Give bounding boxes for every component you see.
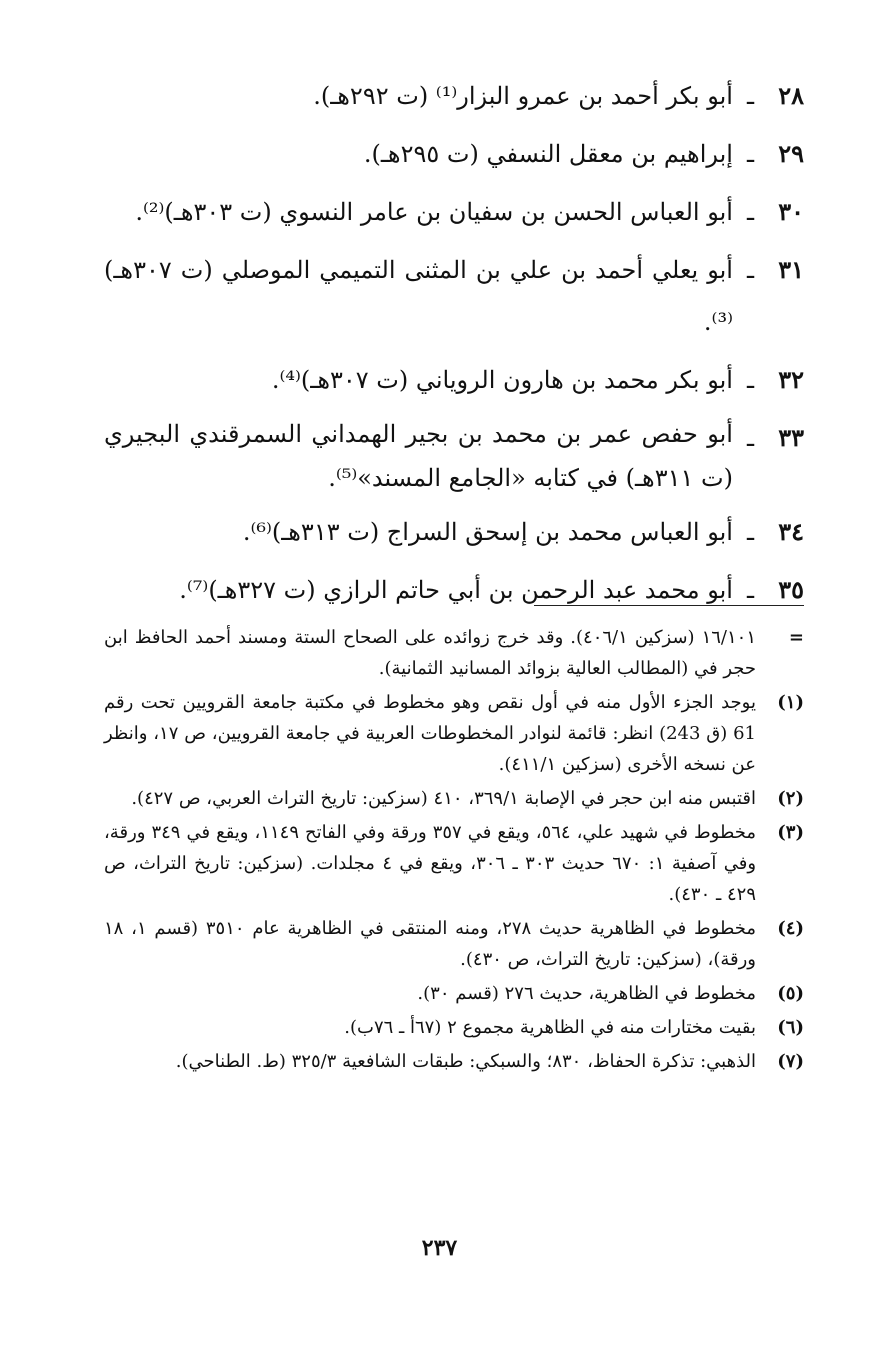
entry-text: أبو يعلي أحمد بن علي بن المثنى التميمي الموصلي (ت ٣٠٧هـ)⁽³⁾. [104,256,733,336]
entry-32 [104,354,804,406]
footnote-1 [104,687,804,780]
entry-dash: ـ [746,366,754,394]
entry-number: ٢٨ [778,81,804,110]
entry-34 [104,506,804,558]
entry-dash: ـ [746,256,754,284]
footnote-text: اقتبس منه ابن حجر في الإصابة ٣٦٩/١، ٤١٠ (سزكين: تاريخ التراث العربي، ص ٤٢٧). [131,788,756,809]
entry-text: إبراهيم بن معقل النسفي (ت ٢٩٥هـ). [363,140,733,168]
footnote-mark: (٧) [777,1051,804,1072]
entry-dash: ـ [746,140,754,168]
footnote-separator [534,605,804,606]
entry-33 [104,412,804,500]
entry-text: أبو العباس محمد بن إسحق السراج (ت ٣١٣هـ)⁽⁶⁾. [242,518,733,546]
footnote-mark: (٦) [777,1017,804,1038]
entry-dash: ـ [746,424,754,452]
footnote-text: ١٦/١٠١ (سزكين ٤٠٦/١). وقد خرج زوائده على الصحاح الستة ومسند أحمد الحافظ ابن حجر في (المطالب العالية بزوائد المسانيد الثمانية). [104,627,756,679]
entries-list [104,70,804,622]
footnote-text: مخطوط في شهيد علي، ٥٦٤، ويقع في ٣٥٧ ورقة وفي الفاتح ١١٤٩، ويقع في ٣٤٩ ورقة، وفي آصفية ١: ٦٧٠ حديث ٣٠٣ ـ ٣٠٦، ويقع في ٤ مجلدات. (سزكين: تاريخ التراث، ص ٤٢٩ ـ ٤٣٠). [104,822,757,905]
entry-number: ٣٣ [778,423,804,452]
footnote-7 [104,1046,804,1077]
entry-number: ٣٤ [778,517,804,546]
footnote-mark: (٤) [777,918,804,939]
entry-number: ٣٥ [778,575,804,604]
footnotes-list [104,622,804,1080]
footnote-6 [104,1012,804,1043]
footnote-text: مخطوط في الظاهرية حديث ٢٧٨، ومنه المنتقى في الظاهرية عام ٣٥١٠ (قسم ١، ١٨ ورقة)، (سزكين: تاريخ التراث، ص ٤٣٠). [104,918,757,970]
footnote-4 [104,913,804,975]
footnote-mark: (٢) [777,788,804,809]
footnote-text: مخطوط في الظاهرية، حديث ٢٧٦ (قسم ٣٠). [417,983,756,1004]
entry-number: ٢٩ [778,139,804,168]
entry-text: أبو بكر أحمد بن عمرو البزار⁽¹⁾ (ت ٢٩٢هـ). [313,82,733,110]
entry-text: أبو العباس الحسن بن سفيان بن عامر النسوي (ت ٣٠٣هـ)⁽²⁾. [135,198,733,226]
footnote-continuation [104,622,804,684]
footnote-text: بقيت مختارات منه في الظاهرية مجموع ٢ (٦٧أ ـ ٧٦ب). [344,1017,756,1038]
entry-29 [104,128,804,180]
footnote-2 [104,783,804,814]
entry-text: أبو بكر محمد بن هارون الروياني (ت ٣٠٧هـ)⁽⁴⁾. [271,366,733,394]
entry-35 [104,564,804,616]
entry-31 [104,244,804,348]
entry-text: أبو حفص عمر بن محمد بن بجير الهمداني السمرقندي البجيري (ت ٣١١هـ) في كتابه «الجامع المسند»⁽⁵⁾. [104,420,733,492]
footnote-5 [104,978,804,1009]
entry-dash: ـ [746,198,754,226]
entry-number: ٣١ [778,255,804,284]
footnote-3 [104,817,804,910]
footnote-mark: (١) [777,692,804,713]
footnote-mark: = [788,627,804,648]
entry-dash: ـ [746,576,754,604]
entry-28 [104,70,804,122]
footnote-text: يوجد الجزء الأول منه في أول نقص وهو مخطوط في مكتبة جامعة القرويين تحت رقم 61 (ق 243) انظر: قائمة لنوادر المخطوطات العربية في جامعة القرويين، ص ١٧، وانظر عن نسخه الأخرى (سزكين ٤١١/١). [104,692,756,775]
footnote-mark: (٣) [777,822,804,843]
entry-text: أبو محمد عبد الرحمن بن أبي حاتم الرازي (ت ٣٢٧هـ)⁽⁷⁾. [179,576,733,604]
footnote-text: الذهبي: تذكرة الحفاظ، ٨٣٠؛ والسبكي: طبقات الشافعية ٣٢٥/٣ (ط. الطناحي). [175,1051,756,1072]
entry-dash: ـ [746,82,754,110]
footnote-mark: (٥) [777,983,804,1004]
page-number: ٢٣٧ [421,1235,458,1261]
entry-number: ٣٠ [778,197,804,226]
entry-dash: ـ [746,518,754,546]
entry-30 [104,186,804,238]
entry-number: ٣٢ [778,365,804,394]
